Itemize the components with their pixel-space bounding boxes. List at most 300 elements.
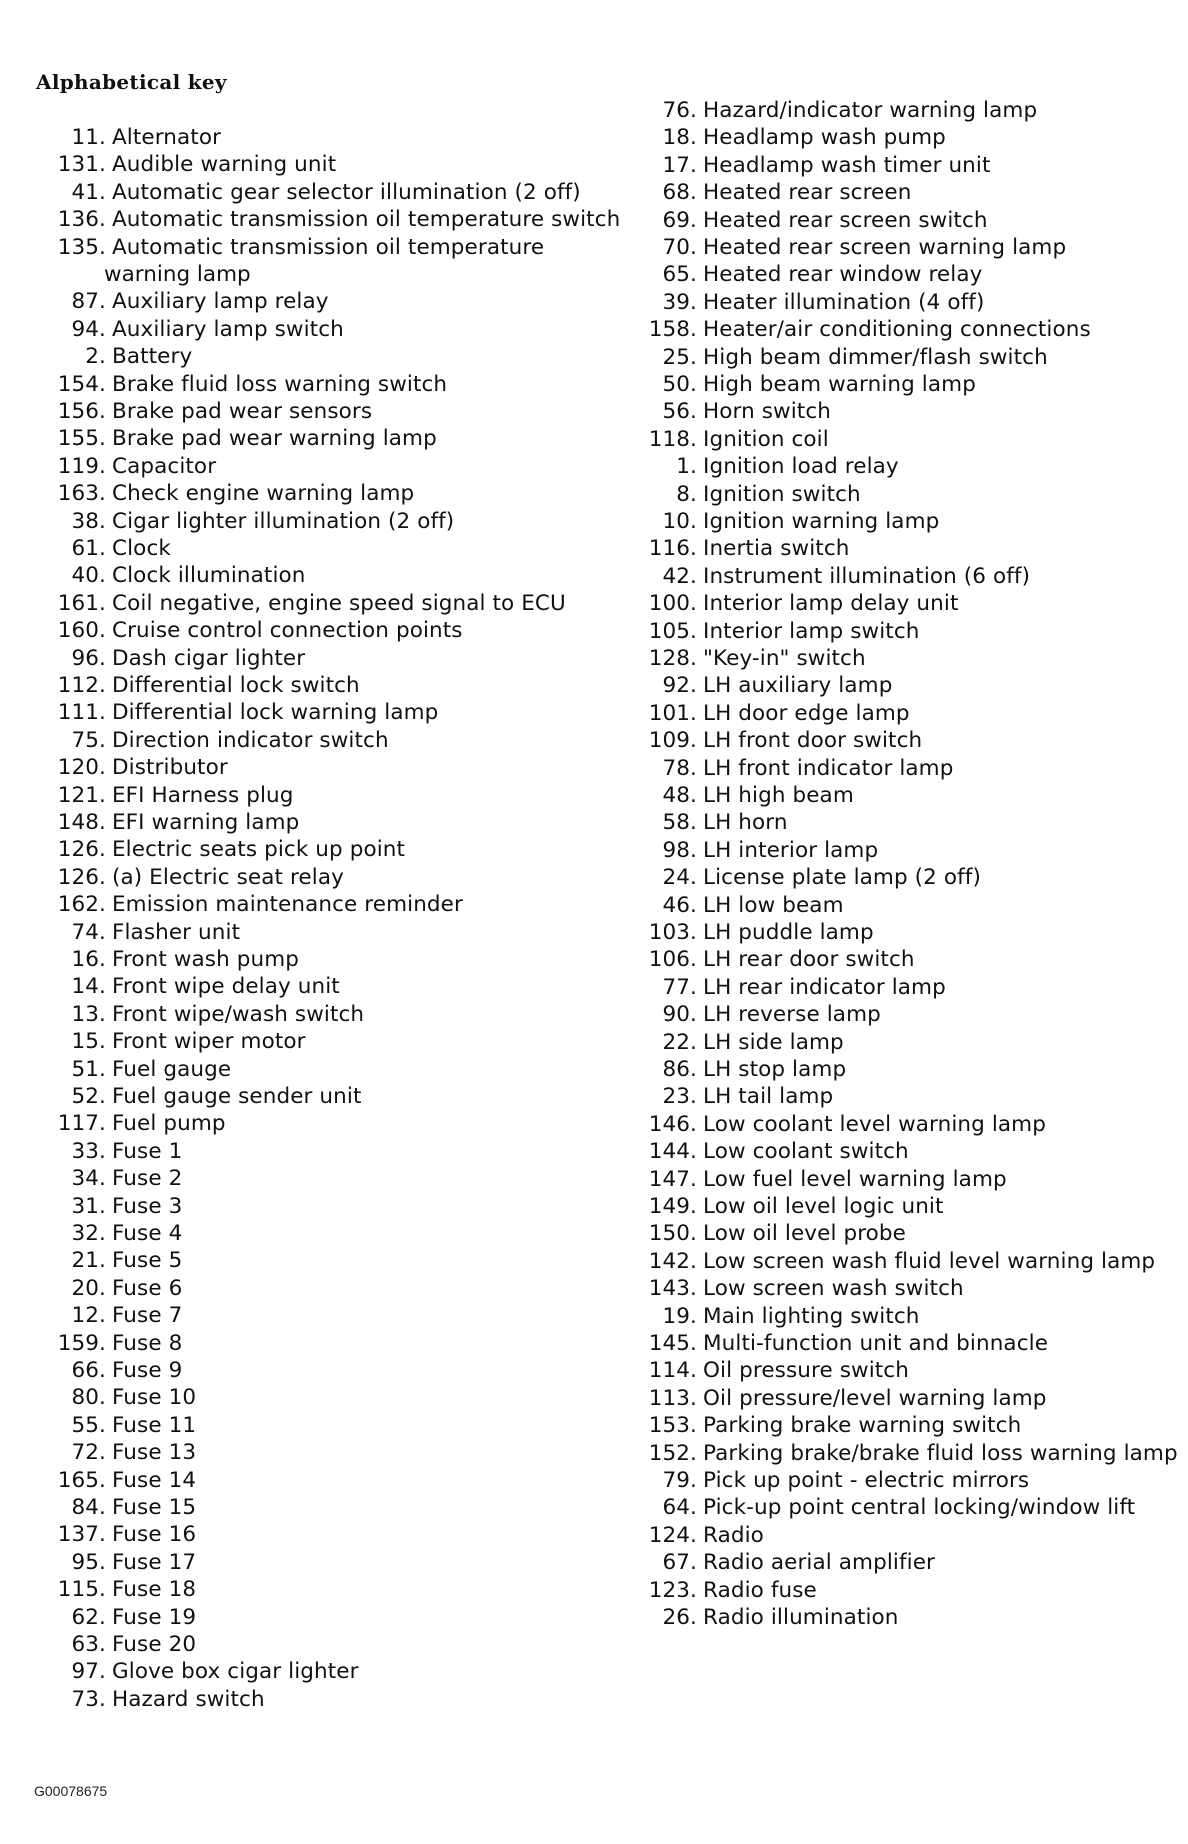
key-entry	[0, 645, 305, 672]
key-label: Fuel gauge sender unit	[112, 1084, 362, 1109]
key-number: 58.	[662, 810, 697, 836]
key-number: 143.	[648, 1276, 697, 1302]
key-number: 62.	[71, 1604, 106, 1630]
key-entry	[560, 124, 946, 151]
key-number: 124.	[648, 1522, 697, 1548]
key-label: Oil pressure/level warning lamp	[703, 1385, 1047, 1411]
key-number: 126.	[57, 864, 106, 890]
key-entry	[0, 1165, 182, 1192]
key-entry	[560, 234, 1066, 261]
key-number: 13.	[71, 1001, 106, 1027]
key-entry	[560, 782, 854, 809]
key-entry	[560, 481, 861, 508]
key-number: 120.	[57, 755, 106, 781]
key-entry	[560, 1220, 906, 1247]
key-label: Heated rear screen	[703, 180, 912, 206]
key-number: 126.	[57, 837, 106, 863]
key-entry	[0, 316, 344, 343]
key-label: Interior lamp switch	[703, 618, 920, 644]
key-entry	[0, 480, 414, 507]
key-entry	[560, 809, 788, 836]
key-entry	[0, 1193, 182, 1220]
key-number: 78.	[662, 755, 697, 781]
key-label: EFI warning lamp	[112, 810, 300, 835]
page-title: Alphabetical key	[36, 70, 227, 94]
key-entry	[560, 1083, 833, 1110]
key-entry	[560, 590, 958, 617]
key-label: Differential lock switch	[112, 673, 360, 698]
key-label: Fuse 6	[112, 1275, 183, 1301]
key-label: Ignition coil	[703, 426, 829, 452]
key-number: 136.	[57, 207, 106, 233]
key-entry	[0, 973, 340, 1000]
key-label: Fuse 5	[112, 1248, 183, 1274]
key-entry	[0, 864, 344, 891]
key-number: 34.	[71, 1166, 106, 1192]
key-label: Parking brake/brake fluid loss warning lamp	[703, 1440, 1178, 1466]
key-number: 1.	[676, 454, 697, 480]
key-label: Radio fuse	[703, 1577, 817, 1603]
key-label: Ignition load relay	[703, 454, 899, 480]
key-label: LH stop lamp	[703, 1057, 847, 1082]
key-label: Multi-function unit and binnacle	[703, 1331, 1049, 1356]
key-label: Fuse 17	[112, 1549, 197, 1575]
key-number: 39.	[662, 289, 697, 315]
key-number: 163.	[57, 481, 106, 507]
key-number: 119.	[57, 453, 106, 479]
key-entry	[560, 426, 829, 453]
key-label: Automatic transmission oil temperature switch	[112, 207, 621, 233]
key-number: 128.	[648, 646, 697, 671]
key-number: 117.	[57, 1111, 106, 1137]
key-label: Direction indicator switch	[112, 727, 389, 753]
key-entry	[560, 1412, 1021, 1439]
key-label: Fuel gauge	[112, 1056, 232, 1082]
key-label: Low coolant level warning lamp	[703, 1111, 1046, 1137]
key-number: 118.	[648, 426, 697, 452]
key-entry	[0, 1138, 182, 1165]
key-entry	[0, 1056, 231, 1083]
key-entry	[0, 1521, 196, 1548]
key-entry	[560, 1303, 920, 1330]
key-entry	[0, 1549, 196, 1576]
key-number: 40.	[71, 563, 106, 589]
key-entry	[0, 672, 360, 699]
key-entry	[560, 864, 981, 891]
key-number: 149.	[648, 1194, 697, 1219]
key-number: 86.	[662, 1057, 697, 1082]
key-entry	[0, 782, 294, 809]
key-entry	[0, 535, 171, 562]
key-entry	[560, 344, 1048, 371]
key-entry	[0, 179, 581, 206]
key-number: 121.	[57, 782, 106, 808]
key-entry	[0, 1412, 196, 1439]
key-entry	[560, 398, 831, 425]
key-entry	[0, 234, 544, 261]
key-number: 24.	[662, 865, 697, 891]
key-label: LH low beam	[703, 892, 844, 918]
key-entry	[560, 1111, 1046, 1138]
key-number: 160.	[57, 618, 106, 644]
key-label: Headlamp wash timer unit	[703, 152, 991, 178]
key-label: License plate lamp (2 off)	[703, 865, 981, 891]
key-entry	[560, 1494, 1135, 1521]
key-label: Capacitor	[112, 453, 217, 479]
key-entry	[0, 919, 240, 946]
key-number: 116.	[648, 536, 697, 562]
key-number: 79.	[662, 1468, 697, 1493]
key-entry	[0, 453, 216, 480]
key-number: 77.	[662, 974, 697, 1000]
key-number: 74.	[71, 919, 106, 945]
key-entry	[0, 1001, 364, 1028]
key-number: 101.	[648, 700, 697, 726]
key-entry	[0, 727, 389, 754]
key-number: 70.	[662, 235, 697, 260]
key-entry	[0, 1357, 182, 1384]
key-entry	[0, 151, 336, 178]
key-number: 150.	[648, 1221, 697, 1247]
key-label: Front wipe/wash switch	[112, 1001, 365, 1027]
key-label: Brake pad wear warning lamp	[112, 426, 437, 452]
key-number: 103.	[648, 920, 697, 945]
key-label: (a) Electric seat relay	[112, 864, 344, 890]
key-number: 8.	[676, 481, 697, 507]
key-label: Parking brake warning switch	[703, 1413, 1022, 1439]
key-number: 156.	[57, 399, 106, 424]
key-label: Auxiliary lamp relay	[112, 289, 329, 315]
key-entry	[0, 1028, 306, 1055]
key-entry	[560, 97, 1037, 124]
key-number: 51.	[71, 1056, 106, 1082]
key-number: 84.	[71, 1495, 106, 1520]
key-entry	[0, 1384, 196, 1411]
key-entry	[560, 727, 922, 754]
key-number: 19.	[662, 1303, 697, 1329]
key-number: 76.	[662, 98, 697, 123]
key-entry	[0, 1247, 182, 1274]
key-number: 97.	[71, 1659, 106, 1685]
key-number: 22.	[662, 1029, 697, 1055]
key-label: Differential lock warning lamp	[112, 700, 439, 726]
key-number: 15.	[71, 1029, 106, 1055]
key-label: LH high beam	[703, 783, 854, 808]
key-entry	[0, 699, 438, 726]
key-entry	[0, 1658, 359, 1685]
key-label: LH rear door switch	[703, 947, 915, 973]
key-label: LH interior lamp	[703, 837, 879, 863]
key-number: 113.	[648, 1385, 697, 1411]
key-label: Fuse 16	[112, 1522, 197, 1548]
key-number: 95.	[71, 1549, 106, 1575]
key-entry	[0, 1302, 182, 1329]
key-number: 10.	[662, 509, 697, 534]
key-entry	[560, 316, 1091, 343]
key-entry	[560, 289, 984, 316]
key-entry	[0, 398, 372, 425]
key-entry	[0, 371, 447, 398]
key-label: LH side lamp	[703, 1029, 844, 1055]
key-label: LH reverse lamp	[703, 1002, 881, 1028]
key-label: Heated rear screen warning lamp	[703, 235, 1067, 260]
key-label: Heated rear screen switch	[703, 207, 988, 233]
key-label: Fuse 2	[112, 1166, 183, 1192]
key-entry	[560, 946, 915, 973]
key-label: LH auxiliary lamp	[703, 673, 893, 699]
key-label: Low oil level probe	[703, 1221, 907, 1247]
key-number: 75.	[71, 727, 106, 753]
key-number: 42.	[662, 563, 697, 589]
key-number: 148.	[57, 810, 106, 835]
key-entry	[560, 645, 866, 672]
key-label: Distributor	[112, 755, 228, 781]
key-number: 21.	[71, 1248, 106, 1274]
key-number: 87.	[71, 289, 106, 315]
key-label: Alternator	[112, 125, 222, 150]
key-entry	[560, 508, 939, 535]
key-number: 66.	[71, 1358, 106, 1383]
key-label: Low screen wash fluid level warning lamp	[703, 1248, 1156, 1274]
key-entry	[560, 700, 910, 727]
key-entry	[0, 754, 228, 781]
key-entry	[0, 809, 299, 836]
key-number: 152.	[648, 1440, 697, 1466]
key-label: Fuse 3	[112, 1193, 183, 1219]
key-label: High beam warning lamp	[703, 372, 976, 397]
key-number: 33.	[71, 1138, 106, 1164]
key-entry	[560, 1577, 817, 1604]
key-label: Low screen wash switch	[703, 1276, 964, 1302]
key-label: Battery	[112, 344, 193, 370]
key-label: Low oil level logic unit	[703, 1194, 944, 1219]
key-number: 105.	[648, 618, 697, 644]
key-number: 50.	[662, 372, 697, 397]
key-entry	[0, 1220, 182, 1247]
key-number: 31.	[71, 1193, 106, 1219]
key-number: 106.	[648, 947, 697, 973]
key-number: 14.	[71, 974, 106, 1000]
key-entry	[560, 1248, 1155, 1275]
key-entry	[560, 453, 899, 480]
key-number: 94.	[71, 316, 106, 342]
key-number: 65.	[662, 262, 697, 288]
key-label: Fuse 14	[112, 1467, 197, 1493]
key-number: 96.	[71, 645, 106, 671]
key-entry	[0, 508, 454, 535]
key-number: 52.	[71, 1084, 106, 1109]
key-label: Pick up point - electric mirrors	[703, 1468, 1030, 1493]
key-entry	[0, 1467, 196, 1494]
key-number: 153.	[648, 1413, 697, 1439]
key-number: 12.	[71, 1303, 106, 1329]
key-entry	[560, 1467, 1029, 1494]
key-label: LH door edge lamp	[703, 700, 910, 726]
key-number: 144.	[648, 1139, 697, 1165]
key-entry	[0, 1083, 361, 1110]
key-label: Fuse 8	[112, 1330, 183, 1356]
key-label: Low fuel level warning lamp	[703, 1166, 1007, 1192]
key-entry	[560, 1166, 1007, 1193]
key-entry	[0, 206, 620, 233]
key-label: Front wash pump	[112, 947, 300, 972]
key-entry	[0, 946, 299, 973]
key-label: Cruise control connection points	[112, 618, 463, 644]
key-entry	[560, 1330, 1048, 1357]
key-label: Hazard switch	[112, 1686, 265, 1712]
key-number: 165.	[57, 1467, 106, 1493]
key-number: 69.	[662, 207, 697, 233]
key-label: LH front door switch	[703, 728, 923, 754]
key-label: Pick-up point central locking/window lift	[703, 1495, 1136, 1521]
key-number: 23.	[662, 1084, 697, 1110]
key-label: Radio	[703, 1522, 764, 1548]
key-label: Electric seats pick up point	[112, 837, 406, 863]
key-label: Fuse 15	[112, 1495, 197, 1520]
key-label: Auxiliary lamp switch	[112, 316, 344, 342]
key-label: Inertia switch	[703, 536, 850, 562]
key-number: 115.	[57, 1577, 106, 1603]
key-entry	[0, 124, 221, 151]
key-number: 61.	[71, 536, 106, 561]
key-entry	[560, 1193, 944, 1220]
key-label: Cigar lighter illumination (2 off)	[112, 508, 455, 534]
key-number: 64.	[662, 1495, 697, 1521]
key-number: 73.	[71, 1686, 106, 1712]
key-entry	[560, 618, 919, 645]
key-number: 146.	[648, 1111, 697, 1137]
key-number: 131.	[57, 152, 106, 178]
key-number: 72.	[71, 1440, 106, 1466]
key-number: 18.	[662, 125, 697, 151]
key-label: Fuel pump	[112, 1111, 226, 1137]
key-entry	[0, 1330, 182, 1357]
key-number: 112.	[57, 673, 106, 698]
key-entry	[560, 179, 911, 206]
key-entry	[0, 891, 463, 918]
key-entry	[560, 152, 991, 179]
key-entry	[0, 1604, 196, 1631]
key-entry	[560, 837, 878, 864]
key-label: Check engine warning lamp	[112, 481, 415, 507]
key-number: 55.	[71, 1412, 106, 1438]
key-label: Automatic transmission oil temperature	[112, 234, 545, 260]
key-label: Heater/air conditioning connections	[703, 317, 1091, 343]
key-label: Flasher unit	[112, 919, 241, 945]
key-entry	[0, 1576, 196, 1603]
key-label: LH front indicator lamp	[703, 755, 954, 781]
key-label: Audible warning unit	[112, 152, 337, 178]
key-label: Fuse 11	[112, 1412, 197, 1438]
key-number: 11.	[71, 125, 106, 150]
key-entry	[560, 207, 988, 234]
key-label: LH horn	[703, 810, 788, 836]
key-label: Dash cigar lighter	[112, 645, 306, 671]
key-label: Instrument illumination (6 off)	[703, 563, 1031, 589]
key-entry	[0, 1439, 196, 1466]
key-entry	[0, 1494, 196, 1521]
key-entry	[560, 672, 892, 699]
key-label: Automatic gear selector illumination (2 off)	[112, 179, 581, 205]
key-label: Fuse 10	[112, 1385, 197, 1411]
key-entry	[560, 1604, 899, 1631]
key-label: Headlamp wash pump	[703, 125, 946, 151]
key-label: LH puddle lamp	[703, 920, 874, 945]
figure-code: G00078675	[34, 1783, 108, 1799]
key-number: 67.	[662, 1550, 697, 1576]
key-entry	[0, 288, 329, 315]
key-number: 111.	[57, 700, 106, 726]
key-entry	[560, 1001, 881, 1028]
key-label: EFI Harness plug	[112, 782, 294, 808]
key-label: Ignition warning lamp	[703, 509, 940, 534]
key-number: 68.	[662, 180, 697, 206]
key-entry	[560, 892, 844, 919]
key-number: 56.	[662, 399, 697, 425]
key-label: Fuse 7	[112, 1303, 183, 1329]
key-number: 38.	[71, 508, 106, 534]
key-number: 142.	[648, 1248, 697, 1274]
key-entry	[0, 425, 437, 452]
key-entry	[0, 617, 463, 644]
key-label: Heater illumination (4 off)	[703, 289, 985, 315]
key-label: LH tail lamp	[703, 1084, 834, 1110]
key-number: 155.	[57, 426, 106, 452]
key-label: Glove box cigar lighter	[112, 1659, 359, 1685]
key-entry	[0, 1686, 265, 1713]
key-label: Hazard/indicator warning lamp	[703, 98, 1038, 123]
key-label: Oil pressure switch	[703, 1358, 909, 1384]
key-label: Radio illumination	[703, 1605, 899, 1630]
key-number: 32.	[71, 1221, 106, 1246]
key-label: Clock	[112, 536, 171, 561]
key-label: Fuse 13	[112, 1440, 197, 1466]
key-entry	[560, 261, 982, 288]
key-number: 98.	[662, 837, 697, 863]
key-entry	[560, 1056, 846, 1083]
key-number: 26.	[662, 1605, 697, 1630]
key-entry	[560, 1275, 964, 1302]
key-label: "Key-in" switch	[703, 646, 866, 671]
key-label: Brake pad wear sensors	[112, 399, 373, 424]
key-entry	[0, 562, 306, 589]
key-number: 100.	[648, 591, 697, 617]
key-entry	[560, 1357, 909, 1384]
key-label: Brake fluid loss warning switch	[112, 371, 448, 397]
key-label: High beam dimmer/flash switch	[703, 344, 1048, 370]
key-label: Fuse 9	[112, 1358, 183, 1383]
key-entry	[0, 836, 405, 863]
key-label: Fuse 1	[112, 1138, 183, 1164]
key-label: Fuse 20	[112, 1632, 197, 1657]
key-number: 123.	[648, 1577, 697, 1603]
key-number: 17.	[662, 152, 697, 178]
key-number: 20.	[71, 1275, 106, 1301]
key-number: 90.	[662, 1002, 697, 1028]
key-label: Interior lamp delay unit	[703, 591, 959, 617]
key-label: Low coolant switch	[703, 1139, 909, 1165]
key-entry	[560, 1138, 909, 1165]
key-entry	[560, 1385, 1047, 1412]
key-number: 158.	[648, 317, 697, 343]
key-label: Front wipe delay unit	[112, 974, 340, 1000]
key-entry	[560, 1440, 1178, 1467]
key-number: 154.	[57, 371, 106, 397]
key-entry	[560, 371, 976, 398]
key-number: 159.	[57, 1330, 106, 1356]
key-number: 135.	[57, 234, 106, 260]
key-entry	[560, 755, 953, 782]
